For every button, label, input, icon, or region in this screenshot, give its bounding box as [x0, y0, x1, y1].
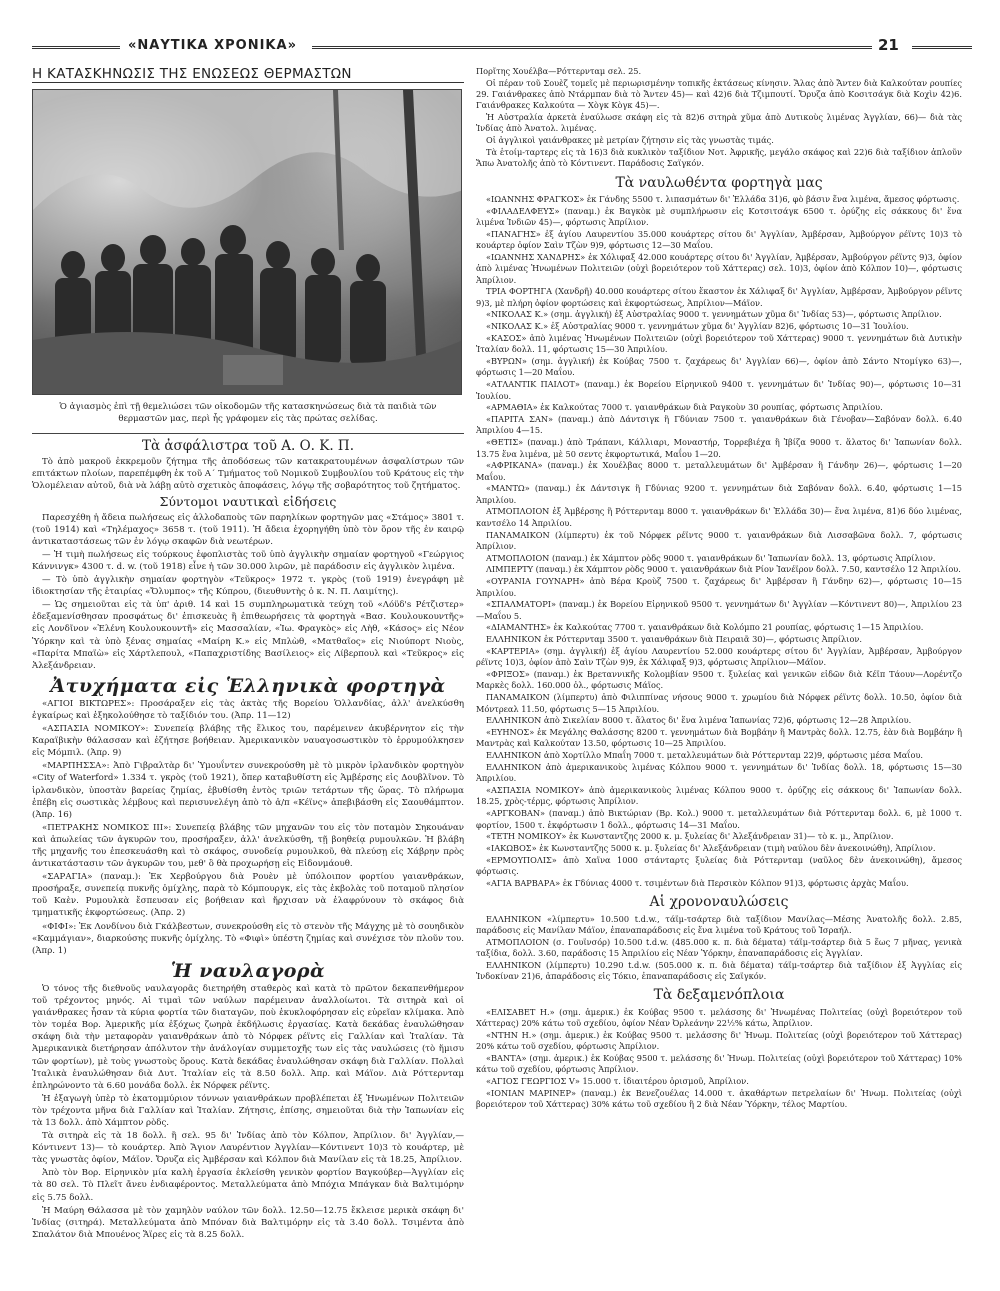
news-item: — Τὸ ὑπὸ ἀγγλικὴν σημαίαν φορτηγὸν «Τεῦκρος» 1972 τ. γκρὸς (τοῦ 1919) ἐνεγράφη μὲ ἰδιοκτησίαν τῆς ἑταιρίας «Ὄλυμπος» τῆς Κύπρου, (διευθυντὴς ὁ κ. Ν. Π. Λαιμίτης).	[32, 575, 464, 598]
charter-item: ΠΑΝΑΜΑΙΚΟΝ (λίμπερτυ) ἐκ τοῦ Νόρφεκ ρέϊντς 9000 τ. γαιανθράκων διὰ Λισσαβῶνα δολλ. 7, φόρτωσις Ἀπρίλιον.	[476, 529, 962, 551]
blessing-ceremony-photo	[32, 89, 462, 395]
charter-item: «ΘΕΤΙΣ» (παναμ.) ἀπὸ Τράπανι, Κάλλιαρι, Μοναστήρ, Τορρεβιέχα ἢ Ἰβίζα 9000 τ. ἅλατος δι' Ἰαπωνίαν δολλ. 13.75 ἕνα λιμένα, μὲ 50 σεντς ἐκφορτωτικά, Μαΐου 1—20.	[476, 437, 962, 459]
photo-caption: Ὁ ἁγιασμὸς ἐπὶ τῇ θεμελιώσει τῶν οἰκοδομῶν τῆς κατασκηνώσεως διὰ τὰ παιδιὰ τῶν θερμαστῶν μας, περὶ ἧς γράφομεν εἰς τὰς πρώτας σελίδας.	[59, 402, 437, 425]
left-column	[32, 66, 464, 1242]
time-charters-title: Αἱ χρονοναυλώσεις	[649, 894, 789, 911]
shipping-paragraph: Ἀπὸ τὸν Βορ. Εἰρηνικὸν μία καλὴ ἐργασία ἐκλείσθη γενικὸν φορτίον Βαγκούβερ—Ἀγγλίαν εἰς τὰ 80 σελ. Τὸ Πλεῖτ ἄνευ ἐνδιαφέροντος. Μεταλλεύματα ἀπὸ Μπόχια Μπάγκαν διὰ Βαλτιμόρην εἰς 5.75 δολλ.	[32, 1168, 464, 1203]
charter-item: «ΑΓΙΑ ΒΑΡΒΑΡΑ» ἐκ Γδύνιας 4000 τ. τσιμέντων διὰ Περσικὸν Κόλπον 91)3, φόρτωσις ἀρχὰς Μαΐου.	[486, 877, 909, 888]
tanker-item: «ΝΤΗΝ Η.» (σημ. ἀμερικ.) ἐκ Κούβας 9500 τ. μελάσσης δι' Ἡνωμ. Πολιτείας (οὐχὶ βορειότερον τοῦ Χάττερας) 20% κάτω τοῦ σχεδίου, φόρτωσις Ἀπρίλιον.	[476, 1029, 962, 1052]
charter-item: ΠΑΝΑΜΑΙΚΟΝ (λίμπερτυ) ἀπὸ Φιλιππίνας νήσους 9000 τ. χρωμίου διὰ Νόρφεκ ρέϊντς δολλ. 10.50, ὀφίον διὰ Μόντρεαλ 11.50, φόρτωσις 5—15 Ἀπριλίου.	[476, 692, 962, 714]
charter-item: «ΑΣΠΑΣΙΑ ΝΟΜΙΚΟΥ» ἀπὸ ἀμερικανικοὺς λιμένας Κόλπου 9000 τ. ὀρύζης εἰς σάκκους δι' Ἰαπωνίαν δολλ. 18.25, χρὸς-τέρμς, φόρτωσις Ἀπρίλιον.	[476, 785, 962, 807]
charter-item: ΕΛΛΗΝΙΚΟΝ ἀπὸ Σικελίαν 8000 τ. ἅλατος δι' ἕνα λιμένα Ἰαπωνίας 72)6, φόρτωσις 12—28 Ἀπριλίου.	[486, 715, 912, 726]
accident-item: «ΦΙΦΙ»: Ἐκ Λονδίνου διὰ Γκάλβεστων, συνεκρούσθη εἰς τὸ στενὸν τῆς Μάγχης μὲ τὸ σουηδικὸν «Καμμάγιαν», διαρκούσης πυκνῆς ὁμίχλης. Τὸ «Φιφὶ» ὑπέστη ζημίας καὶ συνέχισε τὸν πλοῦν του. (Ἀπρ. 1)	[32, 921, 464, 956]
news-item: Παρεσχέθη ἡ ἄδεια πωλήσεως εἰς ἀλλοδαποὺς τῶν παρηλίκων φορτηγῶν μας «Στάμος» 3801 τ. (τοῦ 1914) καὶ «Τηλέμαχος» 3658 τ. (τοῦ 1911). Ἡ ἄδεια ἐχορηγήθη ὑπὸ τὸν ὅρον τῆς ἐν καιρῷ ἀντικαταστάσεως τῶν ἐν λόγῳ σκαφῶν διὰ νεωτέρων.	[32, 512, 464, 547]
charter-item: «ΦΡΙΞΟΣ» (παναμ.) ἐκ Βρεταννικῆς Κολομβίαν 9500 τ. ξυλείας καὶ γενικῶν εἰδῶν διὰ Κέϊπ Τάουν—Λορέντζο Μαρκὲς δολλ. 160.000 ὀλ., φόρτωσις Μάϊος.	[476, 669, 962, 691]
charter-item: «ΑΡΓΚΟΒΑΝ» (παναμ.) ἀπὸ Βικτώριαν (Βρ. Κολ.) 9000 τ. μεταλλευμάτων διὰ Ρόττερνταμ δολλ. 6, μὲ 1000 τ. φορτίον, 1500 τ. ἐκφόρτωσιν 1 δολλ., φόρτωσις 14—31 Μαΐου.	[476, 808, 962, 830]
charter-item: ΤΡΙΑ ΦΟΡΤΗΓΑ (Χανδρῆ) 40.000 κουάρτερς σίτου ἕκαστον ἐκ Χάλιφαξ δι' Ἀγγλίαν, Ἀμβέρσαν, Ἀμβούργον ρέϊντς 9)3, μὲ πλήρη ὀφίον φορτώσεις καὶ ἐκφορτώσεως, Ἀπρίλιον—Μάϊον.	[476, 286, 962, 308]
accident-item: «ΜΑΡΠΗΣΣΑ»: Ἀπὸ Γιβραλτὰρ δι' Ὑμουΐντεν συνεκρούσθη μὲ τὸ μικρὸν ἰρλανδικὸν φορτηγὸν «City of Waterford» 1.334 τ. γκρὸς (τοῦ 1921), ὅπερ καταβυθίστη εἰς Ἀμβέρσης εἰς Δουβλῖνον. Τὸ ἰρλανδικὸν, ὑποστὰν βαρείας ζημίας, ἐβυθίσθη ἐντὸς τριῶν τετάρτων τῆς ὥρας. Τὸ πλήρωμα ἐπέβη εἰς σωστικὰς λέμβους καὶ περισυνελέγη ἀπὸ τὸ ἀ/π «Κέϊνς» ἀπεβιβάσθη εἰς Σαουθάμπτον. (Ἀπρ. 16)	[32, 761, 464, 820]
tankers-title: Τὰ δεξαμενόπλοια	[653, 987, 785, 1004]
photo-crowd-illustration	[33, 90, 462, 395]
charter-item: «ΠΑΡΙΤΑ ΣΑΝ» (παναμ.) ἀπὸ Δάντσιγκ ἢ Γδύνιαν 7500 τ. γαιανθράκων διὰ Γένοβαν—Σαβόναν δολλ. 6.40 Ἀπριλίου 4—15.	[476, 414, 962, 436]
charter-item: ΛΙΜΠΕΡΤΥ (παναμ.) ἐκ Χάμπτον ρὸδς 9000 τ. γαιανθράκων διὰ Ρίον Ἰανέϊρον δολλ. 7.50, καντσέλο 12 Ἀπριλίου.	[486, 564, 961, 575]
charter-item: «ΝΙΚΟΛΑΣ Κ.» (σημ. ἀγγλική) ἐξ Αὐστραλίας 9000 τ. γεννημάτων χῦμα δι' Ἰνδίας 53)—, φόρτωσις Ἀπρίλιον.	[486, 309, 942, 320]
time-charter-item: ΑΤΜΟΠΛΟΙΟΝ (σ. Γουϊνσόρ) 10.500 t.d.w. (485.000 κ. π. διὰ δέματα) τάϊμ-τσάρτερ διὰ 5 ἕως 7 μῆνας, γενικὰ ταξίδια, δολλ. 3.60, παράδοσις 15 Ἀπριλίου εἰς Νέαν Ὑόρκην, ἐπαναπαράδοσις εἰς Ἀγγλίαν.	[476, 936, 962, 958]
charter-item: «ΕΥΗΝΟΣ» ἐκ Μεγάλης Θαλάσσης 8200 τ. γεννημάτων διὰ Βομβάην ἢ Μαντρὰς δολλ. 12.75, ἐὰν διὰ Βομβάην ἢ Μαντρὰς καὶ Καλκούταν 13.50, φόρτωσις 10—25 Ἀπριλίου.	[476, 727, 962, 749]
accident-item: «ΣΑΡΑΓΙΑ» (παναμ.): Ἐκ Χερβούργου διὰ Ρουὲν μὲ ὑπόλοιπον φορτίου γαιανθράκων, προσήραξε, συνεπείᾳ πυκνῆς ὁμίχλης, παρὰ τὸ Κόμπουργκ, εἰς τὰς ἐκβολὰς τοῦ ποταμοῦ πλησίον τοῦ Καὲν. Ρυμουλκὰ ἔσπευσαν εἰς βοήθειαν καὶ ἤρχισαν νὰ ἐλαφρύνουν τὸ σκάφος διὰ τμηματικῆς ἐκφορτώσεως. (Ἀπρ. 2)	[32, 872, 464, 919]
charter-item: «ΑΡΜΑΘΙΑ» ἐκ Καλκούτας 7000 τ. γαιανθράκων διὰ Ραγκοὺν 30 ρουπίας, φόρτωσις Ἀπριλίου.	[486, 402, 883, 413]
charter-item: ΑΤΜΟΠΛΟΙΟΝ ἐξ Ἀμβέρσης ἢ Ρόττερνταμ 8000 τ. γαιανθράκων δι' Ἑλλάδα 30)— ἕνα λιμένα, 81)6 δύο λιμένας, καντσέλο 14 Ἀπριλίου.	[476, 506, 962, 528]
charter-item: ΕΛΛΗΝΙΚΟΝ ἐκ Ρόττερνταμ 3500 τ. γαιανθράκων διὰ Πειραιᾶ 30)—, φόρτωσις Ἀπρίλιον.	[486, 634, 862, 645]
tanker-item: «ΕΛΙΣΑΒΕΤ Η.» (σημ. ἀμερικ.) ἐκ Κούβας 9500 τ. μελάσσης δι' Ἡνωμένας Πολιτείας (οὐχὶ βορειότερον τοῦ Χάττερας) 20% κάτω τοῦ σχεδίου, ὀφίον Νέαν Ὀρλεάνην 22½% κάτω, Ἀπρίλιον.	[476, 1006, 962, 1028]
insurance-paragraph: Τὸ ἀπὸ μακροῦ ἐκκρεμοῦν ζήτημα τῆς ἀποδόσεως τῶν κατακρατουμένων ἀσφαλίστρων τῶν επιτάκτων πλοίων, παρεπέμφθη ἐκ τοῦ Α΄ Τμήματος τοῦ Νομικοῦ Συμβουλίου τοῦ Κράτους εἰς τὴν Ὁλομέλειαν αὐτοῦ, διὰ νὰ λάβῃ αὐτὸ σχετικὸς ἀποφάσεις, λόγῳ τῆς σοβαρότητος τοῦ ζητήματος.	[32, 457, 464, 492]
masthead: «ΝΑΥΤΙΚΑ ΧΡΟΝΙΚΑ»	[128, 38, 297, 53]
charter-item: «ΑΦΡΙΚΑΝΑ» (παναμ.) ἐκ Χουέλβας 8000 τ. μεταλλευμάτων δι' Ἀμβέρσαν ἢ Γάνδην 26)—, φόρτωσις 1—20 Μαΐου.	[476, 460, 962, 482]
accident-item: «ΠΕΤΡΑΚΗΣ ΝΟΜΙΚΟΣ ΙΙΙ»: Συνεπείᾳ βλάβης τῶν μηχανῶν του εἰς τὸν ποταμὸν Σηκουάναν καὶ ἀπωλείας τῶν ἀγκυρῶν του, προσήραξεν, ἀλλ' ἀνελκύσθη, τῇ βοηθείᾳ ρυμουλκῶν. Ἡ βλάβη τῆς μηχανῆς του ἐπεσκευάσθη καὶ τὸ σκάφος, συνοδείᾳ ρυμουλκοῦ, θὰ πλεύσῃ εἰς Χάβρην πρὸς ἀντικατάστασιν τῶν ἀγκυρῶν του, μεθ' ὃ θὰ προχωρήσῃ εἰς Εἰδονμάουθ.	[32, 822, 464, 870]
news-section-title: Σύντομοι ναυτικαὶ εἰδήσεις	[159, 494, 337, 510]
page-header	[32, 36, 972, 58]
shipping-paragraph: Ἡ ἐξαγωγὴ ὑπὲρ τὸ ἑκατομμύριον τόννων γαιανθράκων προβλέπεται ἐξ Ἡνωμένων Πολιτειῶν τὸν τρέχοντα μῆνα διὰ Γαλλίαν καὶ Ἰταλίαν. Ζήτησις, ἐπίσης, σημειοῦται διὰ τὴν Ἰαπωνίαν εἰς τὰ 13 δολλ. ἀπὸ Χάμπτον ρὸδς.	[32, 1093, 464, 1128]
header-rule-middle	[312, 46, 872, 49]
charter-item: «ΤΕΤΗ ΝΟΜΙΚΟΥ» ἐκ Κωνσταντζης 2000 κ. μ. ξυλείας δι' Ἀλεξάνδρειαν 31)— τὸ κ. μ., Ἀπρίλιον.	[486, 831, 894, 842]
market-paragraph: Οἱ πέραν τοῦ Σουὲζ τομεῖς μὲ περιωρισμένην τοπικῆς ἐκτάσεως κίνησιν. Ἅλας ἀπὸ Ἄντεν διὰ Καλκούταν ρουπίες 29. Γαιάνθρακες ἀπὸ Ντάρμπαν διὰ τὸ Ἄντεν 45)— καὶ 42)6 διὰ Τζιμπουτί. Ὄρυζα ἀπὸ Κοσιτσάγκ διὰ Κοχὶν 42)6. Γαιάνθρακες Καλκούτα — Χὸγκ Κὸγκ 45)—.	[476, 77, 962, 111]
chartered-ships-title: Τὰ ναυλωθέντα φορτηγὰ μας	[615, 174, 823, 191]
tanker-item: «ΑΓΙΟΣ ΓΕΩΡΓΙΟΣ V» 15.000 τ. ἰδιαιτέρου ὁρισμοῦ, Ἀπρίλιον.	[486, 1075, 749, 1086]
charter-item: «ΣΠΑΛΜΑΤΟΡΙ» (παναμ.) ἐκ Βορείου Εἰρηνικοῦ 9500 τ. γεννημάτων δι' Ἀγγλίαν —Κόντινεντ 80)—, Ἀπριλίου 23—Μαΐου 5.	[476, 599, 962, 621]
charter-item: ΕΛΛΗΝΙΚΟΝ ἀπὸ Χορτίλλο Μπαΐη 7000 τ. μεταλλευμάτων διὰ Ρόττερνταμ 22)9, φόρτωσις μέσα Μαΐου.	[486, 750, 924, 761]
insurance-section-title: Τὰ ἀσφάλιστρα τοῦ Α. Ο. Κ. Π.	[142, 438, 354, 455]
page-number: 21	[878, 36, 899, 54]
charter-item: «ΔΙΑΜΑΝΤΗΣ» ἐκ Καλκούτας 7700 τ. γαιανθράκων διὰ Κολόμπο 21 ρουπίας, φόρτωσις 1—15 Ἀπριλίου.	[486, 622, 924, 633]
accidents-section-title: Ἀτυχήματα εἰς Ἑλληνικὰ φορτηγὰ	[50, 674, 446, 697]
charter-item: «ΙΑΚΩΒΟΣ» ἐκ Κωνσταντζης 5000 κ. μ. ξυλείας δι' Ἀλεξάνδρειαν (τιμὴ ναύλου δὲν ἀνεκοινώθη), Ἀπρίλιον.	[486, 843, 936, 854]
charter-item: «ΙΩΑΝΝΗΣ ΦΡΑΓΚΟΣ» ἐκ Γάνδης 5500 τ. λιπασμάτων δι' Ἑλλάδα 31)6, φὸ βάσιν ἕνα λιμένα, ἄμεσος φόρτωσις.	[486, 193, 960, 204]
tanker-item: «ΙΟΝΙΑΝ ΜΑΡΙΝΕΡ» (παναμ.) ἐκ Βενεζουέλας 14.000 τ. ἀκαθάρτων πετρελαίων δι' Ἡνωμ. Πολιτείας (οὐχὶ βορειότερον τοῦ Χάττερας) 30% κάτω τοῦ σχεδίου ἢ 2 διὰ Νέαν Ὑόρκην, τέλος Μαρτίου.	[476, 1087, 962, 1110]
right-column	[476, 66, 962, 1111]
charter-item: ΕΛΛΗΝΙΚΟΝ ἀπὸ ἀμερικανικοὺς λιμένας Κόλπου 9000 τ. γεννημάτων δι' Ἰνδίας δολλ. 18, φόρτωσις 15—30 Ἀπριλίου.	[476, 762, 962, 784]
shipping-market-title: Ἡ ναυλαγορὰ	[170, 959, 326, 982]
news-item: — Ἡ τιμὴ πωλήσεως εἰς τούρκους ἐφοπλιστὰς τοῦ ὑπὸ ἀγγλικὴν σημαίαν φορτηγοῦ «Γεώργιος Κάννινγκ» 4300 τ. d. w. (τοῦ 1918) εἶνε ἡ τῶν 30.000 λιρῶν, μὲ παράδοσιν εἰς ἀγγλικὸν λιμένα.	[32, 549, 464, 572]
charter-item: «ΕΡΜΟΥΠΟΛΙΣ» ἀπὸ Χαϊνα 1000 στάνταρτς ξυλείας διὰ Ρόττερνταμ (ναῦλος δὲν ἀνεκοινώθη), ἄμεσος φόρτωσις.	[476, 854, 962, 877]
market-paragraph: Ἡ Αὐστραλία ἀρκετὰ ἐναύλωσε σκάφη εἰς τὰ 82)6 σιτηρὰ χῦμα ἀπὸ Δυτικοὺς λιμένας Ἀγγλίαν, 66)— διὰ τὰς Ἰνδίας ἀπὸ Ἀνατολ. λιμένας.	[476, 112, 962, 134]
charter-item: «ΙΩΑΝΝΗΣ ΧΑΝΔΡΗΣ» ἐκ Χόλιφαξ 42.000 κουάρτερς σίτου δι' Ἀγγλίαν, Ἀμβέρσαν, Ἀμβούργον ρέϊντς 9)3, ὀφίον ἀπὸ λιμένας Ἡνωμένων Πολιτειῶν (οὐχὶ βορειότερον τοῦ Χάττερας) σελ. 10)3, ὀφίον ἀπὸ Κόλπον 10)—, φόρτωσις Ἀπρίλιον.	[476, 251, 962, 285]
news-item: — Ὡς σημειοῦται εἰς τὰ ὑπ' ἀριθ. 14 καὶ 15 συμπληρωματικὰ τεύχη τοῦ «Λόϋδ's Ρέτζιστερ» ἐδεξαμενίσθησαν προσφάτως δι' ἐπισκευὰς ἢ ἐπιθεωρήσεις τὰ φορτηγὰ «Βασ. Κουλουκουντῆς» εἰς Λονδῖνον «Ἐλένη Κουλουκουντῆ» εἰς Μασσαλίαν, «Ἰω. Φραγκὸς» εἰς Λὴθ, «Κάσος» εἰς Νέον Ὑόρκην καὶ τὰ ὑπὸ ξένας σημαίας «Μαίρη Κ.» εἰς Μπλὼθ, «Ματθαῖος» εἰς Νιούπορτ Νιοὺς, «Παρίτα Μπαϊὼ» εἰς Χάρτλεπουλ, «Παπαχριστίδης Βασίλειος» εἰς Λίβερπουλ καὶ «Τεῦκρος» εἰς Ἀλεξάνδρειαν.	[32, 600, 464, 671]
charter-item: «ΦΙΛΑΔΕΛΦΕΥΣ» (παναμ.) ἐκ Βαγκὸκ μὲ συμπλήρωσιν εἰς Κοτσιτσάγκ 6500 τ. ὀρύζης εἰς σάκκους δι' ἕνα λιμένα Ἰνδιῶν 45)—, φόρτωσις Ἀπρίλιον.	[476, 205, 962, 228]
tanker-item: «ΒΑΝΤΑ» (σημ. ἀμερικ.) ἐκ Κούβας 9500 τ. μελάσσης δι' Ἡνωμ. Πολιτείας (οὐχὶ βορειότερον τοῦ Χάττερας) 10% κάτω τοῦ σχεδίου, φόρτωσις Ἀπρίλιον.	[476, 1052, 962, 1075]
header-rule-right	[912, 46, 972, 49]
charter-item: «ΟΥΡΑΝΙΑ ΓΟΥΝΑΡΗ» ἀπὸ Βέρα Κροὺζ 7500 τ. ζαχάρεως δι' Ἀμβέρσαν ἢ Γάνδην 62)—, φόρτωσις 10—15 Ἀπριλίου.	[476, 576, 962, 598]
charter-item: «ΚΑΡΤΕΡΙΑ» (σημ. ἀγγλική) ἐξ ἁγίου Λαυρεντίου 52.000 κουάρτερς σίτου δι' Ἀγγλίαν, Ἀμβέρσαν, Ἀμβούργον ρέϊντς 10)3, ὀφίον ἀπὸ Σαὶν Τζὼν 9)9, ἐκ Χάλιφαξ 9)3, φόρτωσις Ἀπρίλιον—Μάϊον.	[476, 646, 962, 668]
divider	[32, 433, 464, 434]
market-paragraph: Τὰ ἐτοίμ-ταρτερς εἰς τὰ 16)3 διὰ κυκλικὸν ταξίδιον Νοτ. Ἀφρικῆς, μεγάλο σκάφος καὶ 22)6 διὰ ταξίδιον ἁπλοῦν Ἄπω Ἀνατολῆς ἀπὸ τὸ Κόντινεντ. Παράδοσις Σαϊγκόν.	[476, 147, 962, 169]
shipping-paragraph: Τὰ σιτηρὰ εἰς τὰ 18 δολλ. ἢ σελ. 95 δι' Ἰνδίας ἀπὸ τὸν Κόλπον, Ἀπρίλιον. δι' Ἀγγλίαν,— Κόντινεντ 13)— τὸ κουάρτερ. Ἀπὸ Ἅγιον Λαυρέντιον Ἀγγλίαν—Κόντινεντ 10)3 τὸ κουάρτερ, μὲ τὰς γνωστὰς ὀφίον, Μάϊον. Ὄρυζα εἰς Ἀμβέρσαν καὶ Κόλπον διὰ Μανίλαν εἰς τὰ 18.25, Ἀπρίλιον.	[32, 1131, 464, 1166]
shipping-paragraph: Ὁ τόνος τῆς διεθνοῦς ναυλαγορᾶς διετηρήθη σταθερὸς καὶ κατὰ τὸ πρῶτον δεκαπενθήμερον τοῦ τρέχοντος μηνός. Αἱ τιμαὶ τῶν ναύλων παρέμειναν ἀναλλοίωτοι. Τὰ σιτηρὰ καὶ οἱ γαιάνθρακες ἦσαν τὰ κύρια φορτία τῶν διαταγῶν, ποὺ ἐκυκλοφόρησαν εἰς εὐρεῖαν κλίμακα. Ἀπὸ τὸν τομέα Βορ. Ἀμερικῆς μία ἐξόχως ζωηρὰ ἐκδήλωσις ἐργασίας. Κατὰ δεκάδας ἐναυλώθησαν σκάφη διὰ τὴν μεταφορὰν γαιανθράκων ἀπὸ τὸ Νόρφεκ ρέϊντς εἰς Γαλλίαν καὶ Ἰταλίαν. Τὰ Ἀμερικανικὰ διετήρησαν ἀπόλυτον τὴν ἀνάλογίαν συμμετοχῆς των εἰς τὰς ναυλώσεις (τὸ ἥμισυ τῶν φορτίων), μὲ τοὺς γνωστοὺς ὅρους. Κατὰ δεκάδας ἐναυλώθησαν σκάφη διὰ Γαλλίαν. Πολλαὶ Ἰταλικὰ ἐναυλώθησαν διὰ Δυτ. Ἰταλίαν εἰς τὰ 8.50 δολλ. Ἀπρ. καὶ Μάϊον. Διὰ Ρόττερνταμ ἐπληρώνοντο τὰ 6.60 μονάδα δολλ. ἐκ Νόρφεκ ρέϊντς.	[32, 983, 464, 1091]
charter-item: «ΑΤΛΑΝΤΙΚ ΠΑΙΛΟΤ» (παναμ.) ἐκ Βορείου Εἰρηνικοῦ 9400 τ. γεννημάτων δι' Ἰνδίας 90)—, φόρτωσις 10—31 Ἰουλίου.	[476, 379, 962, 401]
market-paragraph: Πορῖτης Χουέλβα—Ρόττερνταμ σελ. 25.	[476, 66, 642, 76]
camp-article-title: Η ΚΑΤΑΣΚΗΝΩΣΙΣ ΤΗΣ ΕΝΩΣΕΩΣ ΘΕΡΜΑΣΤΩΝ	[32, 68, 464, 83]
time-charter-item: ΕΛΛΗΝΙΚΟΝ (λίμπερτυ) 10.290 t.d.w. (505.000 κ. π. διὰ δέματα) τάϊμ-τσάρτερ διὰ ταξίδιον ἐξ Ἀγγλίας εἰς Ἰνδοκίναν 21)6, ἀπαράδοσις εἰς Τόκιο, ἐπαναπαράδοσις εἰς Σαϊγκόν.	[476, 959, 962, 982]
shipping-paragraph: Ἡ Μαύρη Θάλασσα μὲ τὸν χαμηλὸν ναύλον τῶν δολλ. 12.50—12.75 ἔκλεισε μερικὰ σκάφη δι' Ἰνδίας (σιτηρά). Μεταλλεύματα ἀπὸ Μπόναν διὰ Βαλτιμόρην εἰς τὰ 3.40 δολλ. Τσιμέντα ἀπὸ Σπαλάτον διὰ Μπουένος Ἄϊρες εἰς τὰ 8.25 δολλ.	[32, 1205, 464, 1240]
header-rule-left	[32, 46, 120, 49]
charter-item: «ΒΥΡΩΝ» (σημ. ἀγγλική) ἐκ Κούβας 7500 τ. ζαχάρεως δι' Ἀγγλίαν 66)—, ὀφίον ἀπὸ Σάντο Ντομίγκο 63)—, φόρτωσις 1—20 Μαΐου.	[476, 356, 962, 378]
charter-item: «ΜΑΝΤΩ» (παναμ.) ἐκ Δάντσιγκ ἢ Γδύνιας 9200 τ. γεννημάτων διὰ Σαβόναν δολλ. 6.40, φόρτωσις 1—15 Ἀπριλίου.	[476, 483, 962, 505]
accident-item: «ΑΓΙΟΙ ΒΙΚΤΩΡΕΣ»: Προσάραξεν εἰς τὰς ἀκτὰς τῆς Βορείου Ὁλλανδίας, ἀλλ' ἀνελκύσθη ἐγκαίρως καὶ ἐξηκολούθησε τὸ ταξίδιόν του. (Ἀπρ. 11—12)	[32, 698, 464, 721]
market-paragraph: Οἱ ἀγγλικοὶ γαιάνθρακες μὲ μετρίαν ζήτησιν εἰς τὰς γνωστὰς τιμάς.	[486, 135, 774, 146]
charter-item: «ΠΑΝΑΓΗΣ» ἐξ ἁγίου Λαυρεντίου 35.000 κουάρτερς σίτου δι' Ἀγγλίαν, Ἀμβέρσαν, Ἀμβούργον ρέϊντς 10)3 τὸ κουάρτερ ὀφίον Σαὶν Τζὼν 9)9, φόρτωσις 12—30 Μαΐου.	[476, 228, 962, 251]
time-charter-item: ΕΛΛΗΝΙΚΟΝ «λίμπερτυ» 10.500 t.d.w., τάϊμ-τσάρτερ διὰ ταξίδιον Μανίλας—Μέσης Ἀνατολῆς δολλ. 2.85, παράδοσις εἰς Μανίλαν Μάϊον, ἐπαναπαράδοσις εἰς ἕνα λιμένα τοῦ Κράτους τοῦ Ἰσραήλ.	[476, 913, 962, 935]
charter-item: «ΝΙΚΟΛΑΣ Κ.» ἐξ Αὐστραλίας 9000 τ. γεννημάτων χῦμα δι' Ἀγγλίαν 82)6, φόρτωσις 10—31 Ἰουλίου.	[486, 321, 909, 332]
accident-item: «ΑΣΠΑΣΙΑ ΝΟΜΙΚΟΥ»: Συνεπείᾳ βλάβης τῆς ἕλικος του, παρέμεινεν ἀκυβέρνητον εἰς τὴν Καραϊβικὴν θάλασσαν καὶ ἐζήτησε βοήθειαν. Ἀμερικανικὸν ναυαγοσωστικὸν τὸ ἐρρυμούλκησεν εἰς Μόμπιλ. (Ἀπρ. 9)	[32, 724, 464, 759]
chartered-list	[476, 194, 962, 889]
charter-item: «ΚΑΣΟΣ» ἀπὸ λιμένας Ἡνωμένων Πολιτειῶν (οὐχὶ βορειότερον τοῦ Χάττερας) 9000 τ. γεννημάτων διὰ Δυτικὴν Ἰταλίαν δολλ. 11, φόρτωσις 15—30 Ἀπριλίου.	[476, 333, 962, 355]
charter-item: ΑΤΜΟΠΛΟΙΟΝ (παναμ.) ἐκ Χάμπτον ρὸδς 9000 τ. γαιανθράκων δι' Ἰαπωνίαν δολλ. 13, φόρτωσις Ἀπρίλιον.	[486, 552, 936, 563]
